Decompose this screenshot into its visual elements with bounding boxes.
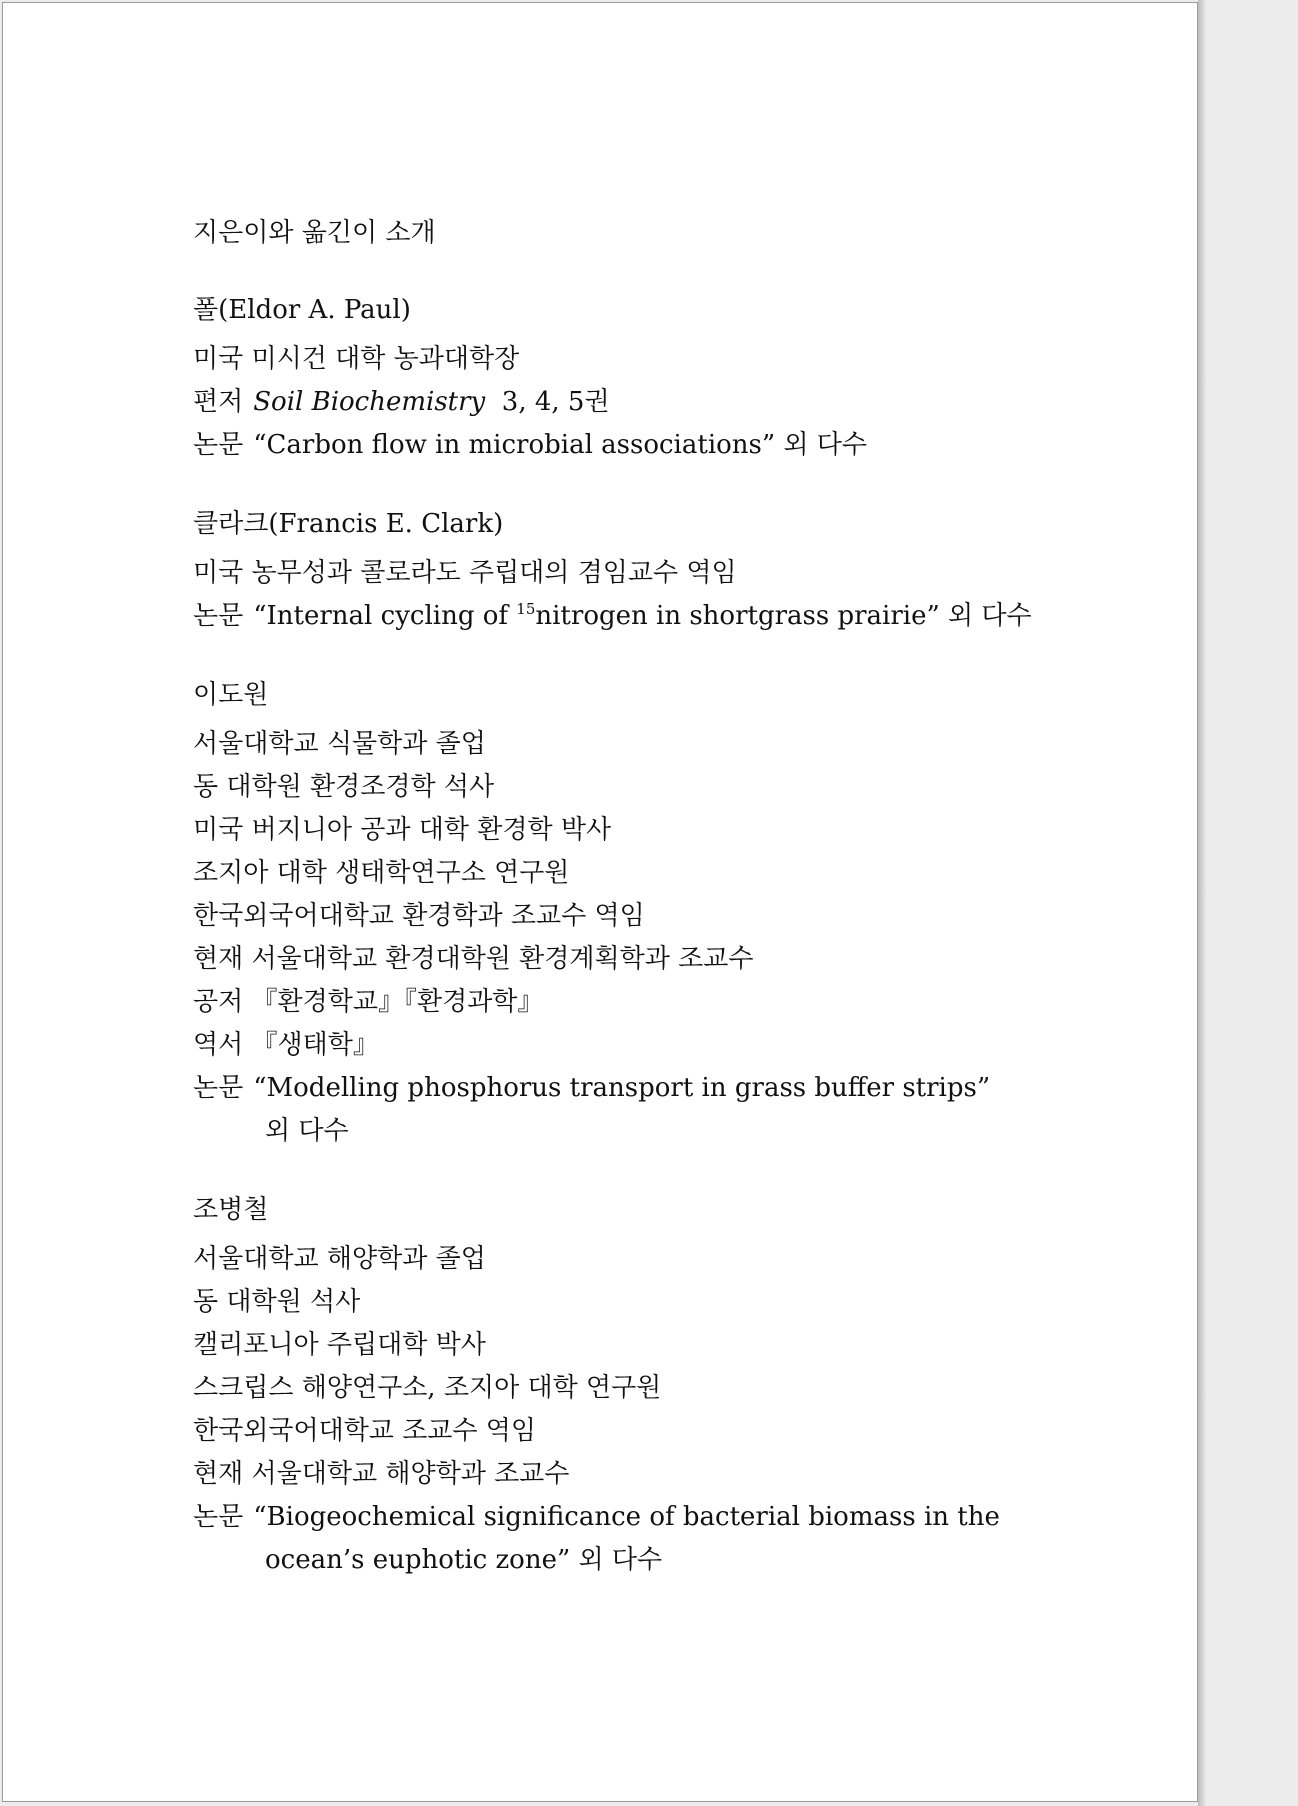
bio-label: 논문 xyxy=(193,1502,244,1532)
translator-cho xyxy=(193,1189,1053,1582)
paper-title-start: “Internal cycling of xyxy=(253,601,517,631)
bio-line: 동 대학원 석사 xyxy=(193,1287,361,1317)
bio-line: 현재 서울대학교 환경대학원 환경계획학과 조교수 xyxy=(193,944,754,974)
page-edge-shadow xyxy=(1198,0,1206,1806)
bio-label: 논문 xyxy=(193,1073,244,1103)
bio-line: 미국 미시건 대학 농과대학장 xyxy=(193,344,520,374)
bio-line: 현재 서울대학교 해양학과 조교수 xyxy=(193,1459,570,1489)
bio-line xyxy=(193,1067,1053,1110)
bio-line xyxy=(193,1496,1053,1539)
bio-line: 공저 『환경학교』『환경과학』 xyxy=(193,987,544,1017)
bio-line: 조지아 대학 생태학연구소 연구원 xyxy=(193,858,570,888)
bio-line: 서울대학교 해양학과 졸업 xyxy=(193,1244,486,1274)
bio-line: 한국외국어대학교 환경학과 조교수 역임 xyxy=(193,901,645,931)
bio-line: 캘리포니아 주립대학 박사 xyxy=(193,1330,486,1360)
bio-line: 미국 농무성과 콜로라도 주립대의 겸임교수 역임 xyxy=(193,558,737,588)
bio-line xyxy=(193,381,1053,424)
bio-line: 한국외국어대학교 조교수 역임 xyxy=(193,1416,537,1446)
author-name: 클라크(Francis E. Clark) xyxy=(193,509,504,539)
bio-line: 역서 『생태학』 xyxy=(193,1030,379,1060)
bio-line xyxy=(193,595,1053,638)
page-content xyxy=(193,212,1053,1618)
translator-name: 조병철 xyxy=(193,1195,269,1225)
book-volumes: 3, 4, 5권 xyxy=(501,387,610,417)
bio-line xyxy=(193,424,1053,467)
paper-title: “Biogeochemical significance of bacterial biomass in the xyxy=(253,1502,1000,1532)
paper-title: “Modelling phosphorus transport in grass buffer strips” xyxy=(253,1073,991,1103)
author-paul xyxy=(193,289,1053,467)
author-clark xyxy=(193,503,1053,638)
paper-title-end: nitrogen in shortgrass prairie” 외 다수 xyxy=(535,601,1032,631)
paper-title: “Carbon flow in microbial associations” 외 다수 xyxy=(253,430,868,460)
bio-line-continued: ocean’s euphotic zone” 외 다수 xyxy=(265,1545,663,1575)
author-name: 폴(Eldor A. Paul) xyxy=(193,295,411,325)
bio-label: 편저 xyxy=(193,387,244,417)
bio-line: 미국 버지니아 공과 대학 환경학 박사 xyxy=(193,815,612,845)
bio-label: 논문 xyxy=(193,601,244,631)
translator-name: 이도원 xyxy=(193,680,269,710)
translator-lee xyxy=(193,674,1053,1153)
bio-line: 동 대학원 환경조경학 석사 xyxy=(193,772,495,802)
bio-line: 서울대학교 식물학과 졸업 xyxy=(193,729,486,759)
bio-line-continued: 외 다수 xyxy=(265,1116,349,1146)
bio-label: 논문 xyxy=(193,430,244,460)
page-title: 지은이와 옮긴이 소개 xyxy=(193,218,436,248)
bio-line: 스크립스 해양연구소, 조지아 대학 연구원 xyxy=(193,1373,662,1403)
book-title: Soil Biochemistry xyxy=(253,387,486,417)
isotope-superscript: 15 xyxy=(516,600,536,618)
